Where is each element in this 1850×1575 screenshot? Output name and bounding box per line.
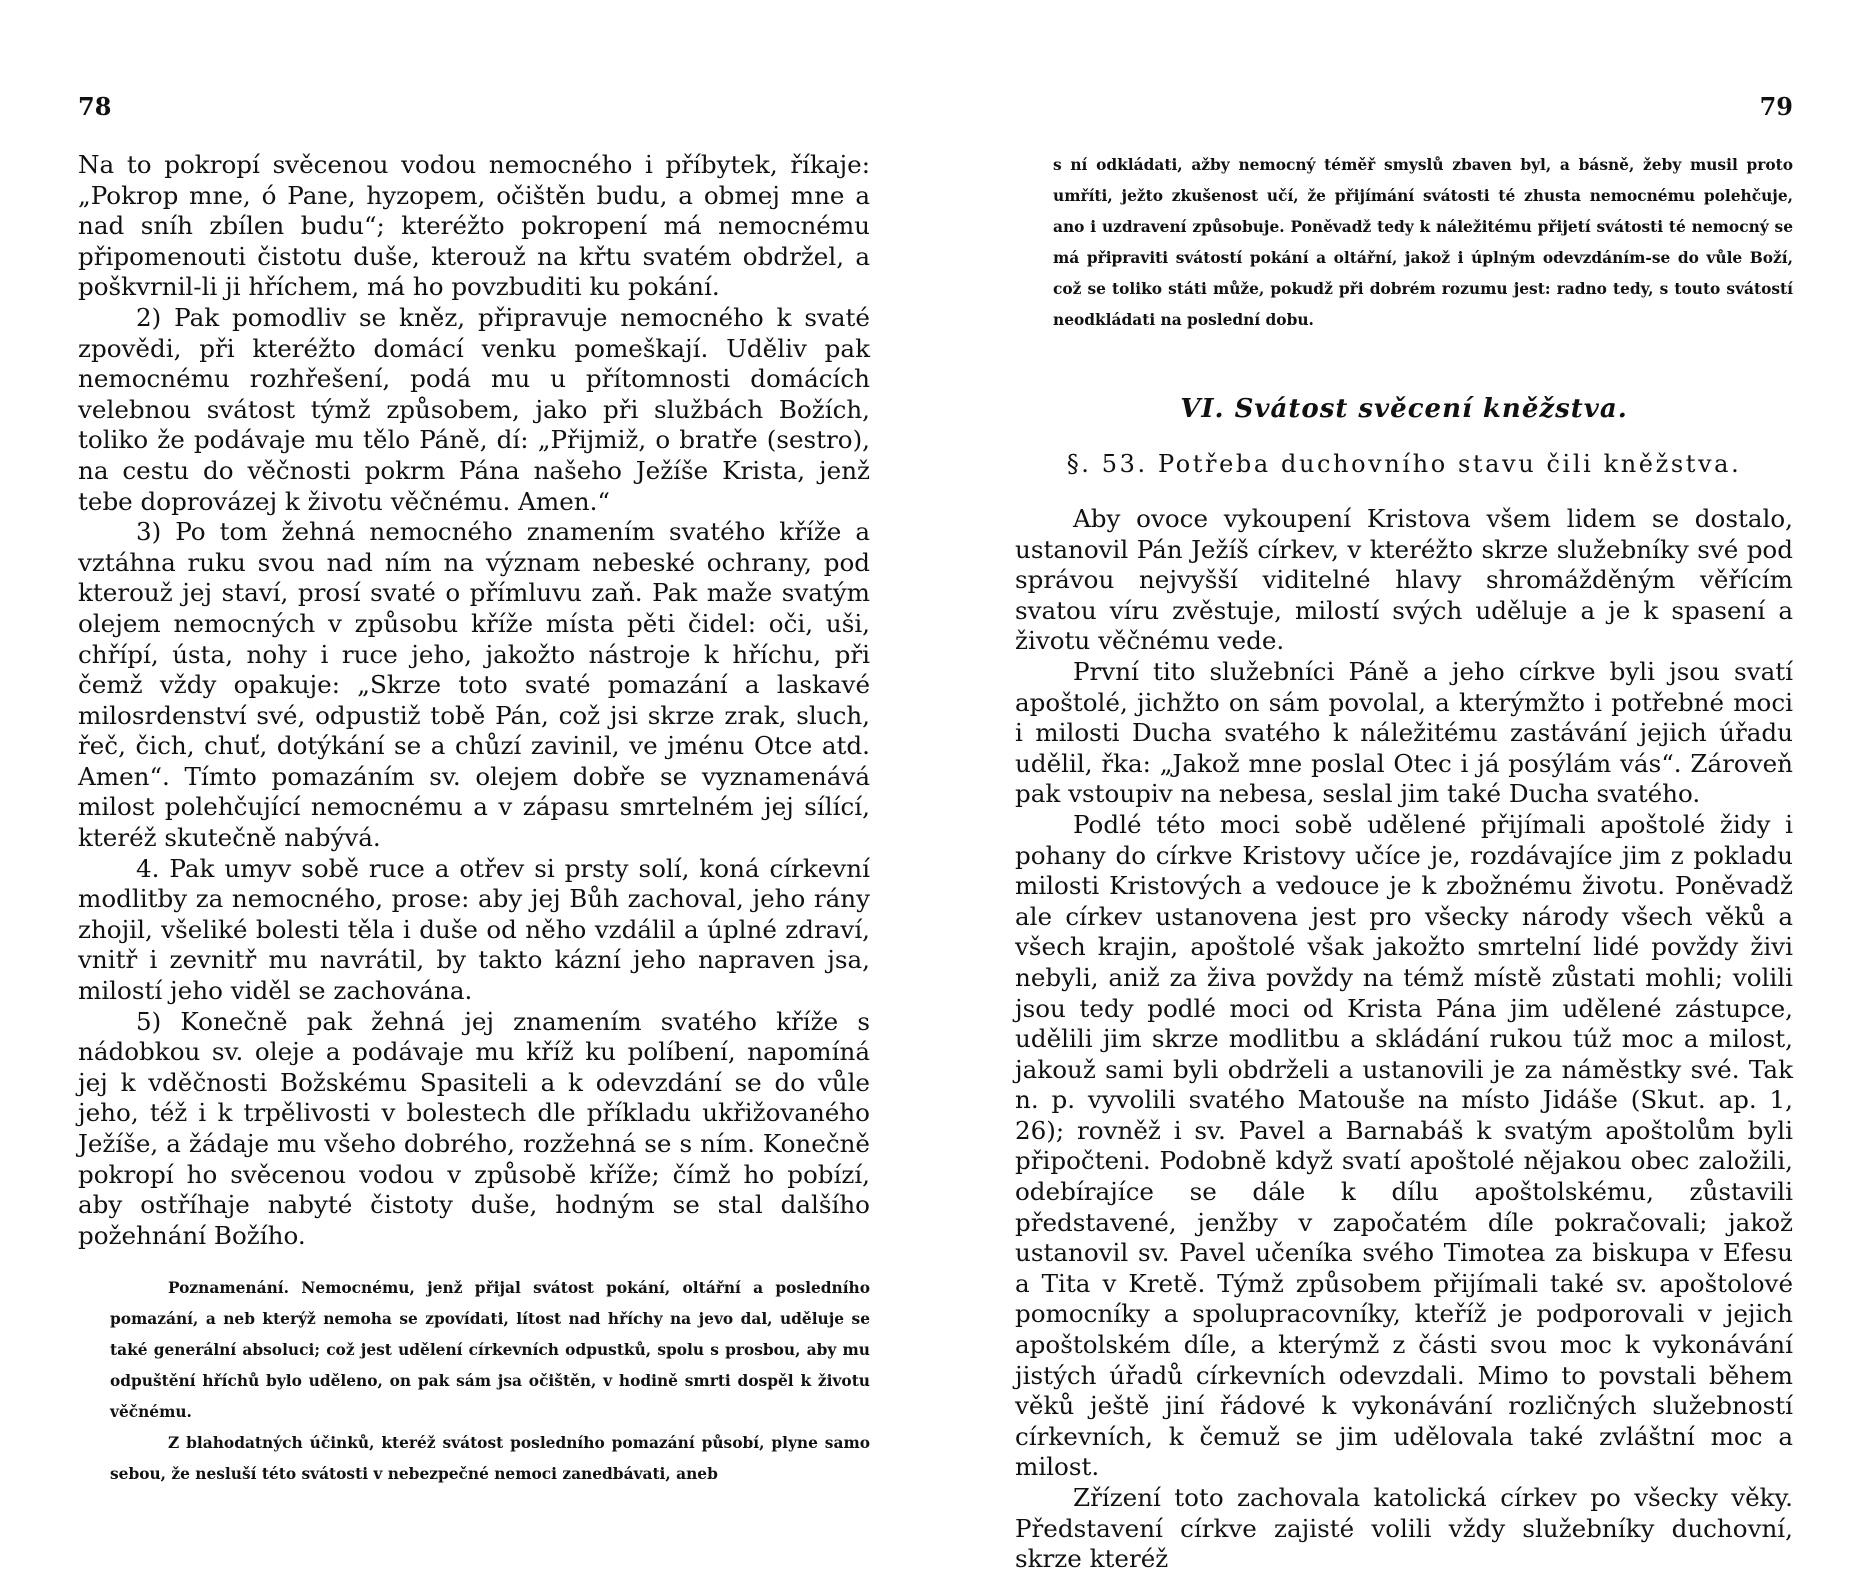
page-number: 79 <box>1759 92 1793 121</box>
note-paragraph: s ní odkládati, ažby nemocný téměř smyslů zbaven byl, a básně, žeby musil proto umříti, ježto zkušenost učí, že přijímání svátosti té zhusta nemocnému polehčuje, ano i uzdravení způsobuje. Poněvadž tedy k náležitému přijetí svátosti té nemocný se má připraviti svátostí pokání a oltářní, jakož i úplným odevzdáním-se do vůle Boží, což se toliko státi může, pokudž při dobrém rozumu jest: radno tedy, s touto svátostí neodkládati na poslední dobu. <box>1053 156 1793 329</box>
chapter-heading: VI. Svátost svěcení kněžstva. <box>1180 394 1628 424</box>
footnote <box>78 1273 870 1490</box>
paragraph: 5) Konečně pak žehná jej znamením svatého kříže s nádobkou sv. oleje a podávaje mu kříž ku políbení, napomíná jej k vděčnosti Božskému Spasiteli a k odevzdání se do vůle jeho, též i k trpělivosti v bolestech dle příkladu ukřižovaného Ježíše, a žádaje mu všeho dobrého, rozžehná se s ním. Konečně pokropí ho svěcenou vodou v způsobě kříže; čímž ho pobízí, aby ostříhaje nabyté čistoty duše, hodným se stal dalšího požehnání Božího. <box>78 1006 870 1250</box>
page-number: 78 <box>78 92 112 121</box>
footnote-continuation <box>1015 150 1793 336</box>
note-paragraph: Z blahodatných účinků, kteréž svátost posledního pomazání působí, plyne samo sebou, že nesluší této svátosti v nebezpečné nemoci zanedbávati, aneb <box>110 1434 870 1484</box>
section-heading: §. 53. Potřeba duchovního stavu čili kněžstva. <box>1066 450 1742 478</box>
right-page-body <box>1015 150 1793 1575</box>
paragraph: 3) Po tom žehná nemocného znamením svatého kříže a vztáhna ruku svou nad ním na význam nebeské ochrany, pod kterouž jej staví, prosí svaté o přímluvu zaň. Pak maže svatým olejem nemocných v způsobu kříže místa pěti čidel: oči, uši, chřípí, ústa, nohy i ruce jeho, jakožto nástroje k hříchu, při čemž vždy opakuje: „Skrze toto svaté pomazání a laskavé milosrdenství své, odpustiž tobě Pán, což jsi skrze zrak, sluch, řeč, čich, chuť, dotýkání se a chůzí zavinil, ve jménu Otce atd. Amen“. Tímto pomazáním sv. olejem dobře se vyznamenává milost polehčující nemocnému a v zápasu smrtelném jej sílící, kteréž skutečně nabývá. <box>78 517 870 853</box>
paragraph: Na to pokropí svěcenou vodou nemocného i příbytek, říkaje: „Pokrop mne, ó Pane, hyzopem, očištěn budu, a obmej mne a nad sníh zbílen budu“; kteréžto pokropení má nemocnému připomenouti čistotu duše, kterouž na křtu svatém obdržel, a poškvrnil-li ji hříchem, má ho povzbuditi ku pokání. <box>78 150 870 302</box>
paragraph: Podlé této moci sobě udělené přijímali apoštolé židy i pohany do církve Kristovy učíce je, rozdávajíce jim z pokladu milosti Kristových a vedouce je k zbožnému životu. Poněvadž ale církev ustanovena jest pro všecky národy všech věků a všech krajin, apoštolé však jakožto smrtelní lidé povždy živi nebyli, aniž za živa povždy na témž místě zůstati mohli; volili jsou tedy podlé moci od Krista Pána jim udělené zástupce, udělili jim skrze modlitbu a skládání rukou túž moc a milost, jakouž sami byli obdrželi a ustanovili je za náměstky své. Tak n. p. vyvolili svatého Matouše na místo Jidáše (Skut. ap. 1, 26); rovněž i sv. Pavel a Barnabáš k svatým apoštolům byli připočteni. Podobně když svatí apoštolé nějakou obec založili, odebírajíce se dále k dílu apoštolskému, zůstavili představené, jenžby v započatém díle pokračovali; jakož ustanovil sv. Pavel učeníka svého Timotea za biskupa v Efesu a Tita v Kretě. Týmž způsobem přijímali také sv. apoštolové pomocníky a spolupracovníky, kteříž je podporovali v jejich apoštolském díle, a kterýmž z části svou moc k vykonávání jistých úřadů církevních odevzdali. Mimo to povstali během věků ještě jiní řádové k vykonávání rozličných služebností církevních, k čemuž se jim udělovala také zvláštní moc a milost. <box>1015 809 1793 1482</box>
paragraph: První tito služebníci Páně a jeho církve byli jsou svatí apoštolé, jichžto on sám povolal, a kterýmžto i potřebné moci i milosti Ducha svatého k náležitému zastávání jejich úřadu udělil, řka: „Jakož mne poslal Otec i já posýlám vás“. Zároveň pak vstoupiv na nebesa, seslal jim také Ducha svatého. <box>1015 656 1793 809</box>
left-page-body <box>78 150 870 1490</box>
note-paragraph: Poznamenání. Nemocnému, jenž přijal svátost pokání, oltářní a posledního pomazání, a neb kterýž nemoha se zpovídati, lítost nad hříchy na jevo dal, uděluje se také generální absoluci; což jest udělení církevních odpustků, spolu s prosbou, aby mu odpuštění hříchů bylo uděleno, on pak sám jsa očištěn, v hodině smrti dospěl k životu věčnému. <box>110 1279 870 1422</box>
main-text <box>1015 504 1793 1575</box>
paragraph: 4. Pak umyv sobě ruce a otřev si prsty solí, koná církevní modlitby za nemocného, prose: aby jej Bůh zachoval, jeho rány zhojil, všeliké bolesti těla i duše od něho vzdálil a úplné zdraví, vnitř i zevnitř mu navrátil, by takto kázní jeho napraven jsa, milostí jeho viděl se zachována. <box>78 853 870 1006</box>
paragraph: Zřízení toto zachovala katolická církev po všecky věky. Představení církve zajisté volili vždy služebníky duchovní, skrze kteréž <box>1015 1483 1793 1574</box>
paragraph: 2) Pak pomodliv se kněz, připravuje nemocného k svaté zpovědi, při kteréžto domácí venku pomeškají. Uděliv pak nemocnému rozhřešení, podá mu u přítomnosti domácích velebnou svátost týmž způsobem, jako při službách Božích, toliko že podávaje mu tělo Páně, dí: „Přijmiž, o bratře (sestro), na cestu do věčnosti pokrm Pána našeho Ježíše Krista, jenž tebe doprovázej k životu věčnému. Amen.“ <box>78 302 870 516</box>
paragraph: Aby ovoce vykoupení Kristova všem lidem se dostalo, ustanovil Pán Ježíš církev, v kteréžto skrze služebníky své pod správou nejvyšší viditelné hlavy shromážděným věřícím svatou víru zvěstuje, milostí svých uděluje a je k spasení a životu věčnému vede. <box>1015 504 1793 656</box>
main-text <box>78 150 870 1251</box>
